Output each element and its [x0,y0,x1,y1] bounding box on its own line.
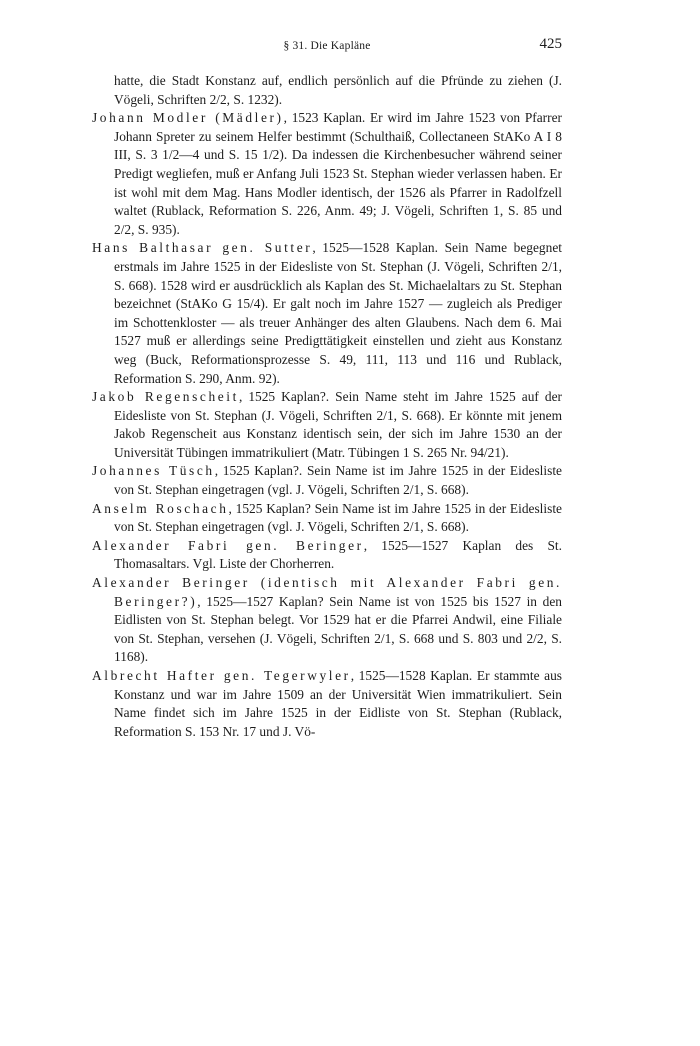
entry-name: Anselm Roschach [92,500,229,516]
entry-text: hatte, die Stadt Konstanz auf, endlich persönlich auf die Pfründe zu ziehen (J. Vögeli, Schriften 2/2, S. 1232). [114,73,562,107]
running-head: § 31. Die Kapläne [283,40,371,52]
entry-continuation [92,72,562,109]
entry-name: Johannes Tüsch [92,463,215,479]
entry-list [92,72,562,741]
entry-jakob-regenscheit [92,388,562,462]
entry-text: , 1525 Kaplan?. Sein Name ist im Jahre 1525 in der Eidesliste von St. Stephan eingetragen (vgl. J. Vögeli, Schriften 2/1, S. 668). [114,463,562,498]
entry-text: , 1525 Kaplan?. Sein Name steht im Jahre 1525 auf der Eidesliste von St. Stephan (J. Vögeli, Schriften 2/1, S. 668). Er könnte mit jenem Jakob Regenscheit aus Konstanz identisch sein, der sich im Jahre 1530 an der Universität Tübingen immatrikuliert (Matr. Tübingen 1 S. 265 Nr. 94/21). [114,389,562,460]
book-page [92,36,562,741]
entry-name: Alexander Fabri gen. Beringer [92,537,364,553]
entry-text: , 1525—1527 Kaplan? Sein Name ist von 1525 bis 1527 in den Eidlisten von St. Stephan belegt. Vor 1529 hat er die Pfarrei Andwil, eine Filiale von St. Stephan, versehen (J. Vögeli, Schriften 2/1, S. 668 und S. 803 und 2/2, S. 1168). [114,593,562,665]
entry-albrecht-hafter [92,667,562,741]
entry-anselm-roschach [92,500,562,537]
entry-hans-balthasar [92,239,562,388]
entry-alexander-fabri [92,537,562,574]
entry-johann-modler [92,109,562,239]
page-header [92,36,562,58]
entry-text: , 1525—1528 Kaplan. Sein Name begegnet erstmals im Jahre 1525 in der Eidesliste von St. Stephan (J. Vögeli, Schriften 2/1, S. 668). 1528 wird er ausdrücklich als Kaplan des St. Michaelaltars zu St. Stephan bezeichnet (StAKo G 15/4). Er galt noch im Jahre 1527 — zugleich als Prediger im Schottenkloster — als treuer Anhänger des alten Glaubens. Nach dem 6. Mai 1527 muß er allerdings seine Predigttätigkeit einstellen und zieht aus Konstanz weg (Buck, Reformationsprozesse S. 49, 111, 113 und 116 und Rublack, Reformation S. 290, Anm. 92). [114,240,562,386]
page-number: 425 [539,36,562,52]
entry-name: Albrecht Hafter gen. Tegerwyler [92,668,351,683]
entry-name: Hans Balthasar gen. Sutter [92,240,313,256]
entry-name: Alexander Beringer (identisch mit Alexander Fabri gen. Beringer?) [92,575,562,609]
entry-name: Johann Modler (Mädler) [92,110,284,126]
entry-text: , 1523 Kaplan. Er wird im Jahre 1523 von Pfarrer Johann Spreter zu seinem Helfer bestimmt (Schulthaiß, Collectaneen StAKo A I 8 III, S. 3 1/2—4 und S. 15 1/2). Da indessen die Kirchenbesucher während seiner Predigt wegliefen, muß er Anfang Juli 1523 St. Stephan wieder verlassen haben. Er ist wohl mit dem Mag. Hans Modler identisch, der 1526 als Pfarrer in Radolfzell waltet (Rublack, Reformation S. 226, Anm. 49; J. Vögeli, Schriften 1, S. 85 und 2/2, S. 935). [114,110,562,237]
entry-alexander-beringer [92,574,562,667]
entry-text: , 1525 Kaplan? Sein Name ist im Jahre 1525 in der Eidesliste von St. Stephan eingetragen (vgl. J. Vögeli, Schriften 2/1, S. 668). [114,500,562,535]
entry-text: , 1525—1527 Kaplan des St. Thomasaltars. Vgl. Liste der Chorherren. [114,537,562,572]
entry-text: , 1525—1528 Kaplan. Er stammte aus Konstanz und war im Jahre 1509 an der Universität Wien immatrikuliert. Sein Name findet sich im Jahre 1525 in der Eidliste von St. Stephan (Rublack, Reformation S. 153 Nr. 17 und J. Vö- [114,668,562,739]
entry-johannes-tuesch [92,462,562,499]
entry-name: Jakob Regenscheit [92,389,239,405]
